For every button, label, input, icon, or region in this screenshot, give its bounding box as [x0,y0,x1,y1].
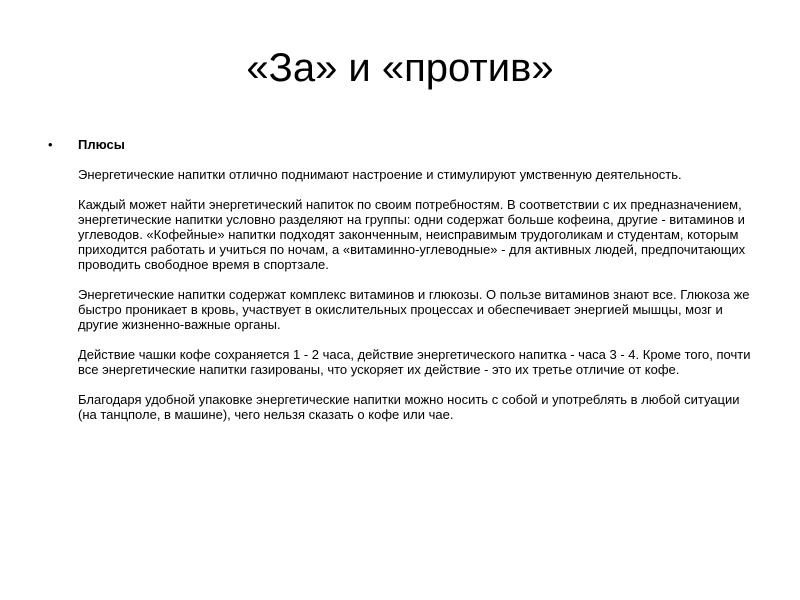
slide-title: «За» и «против» [246,46,554,90]
bullet-icon: • [48,137,53,152]
section-heading: Плюсы [78,137,125,152]
paragraph: Каждый может найти энергетический напиток по своим потребностям. В соответствии с их предназначением, энергетические напитки условно разделяют на группы: одни содержат больше кофеина, другие - витаминов и углеводов. «Кофейные» напитки подходят законченным, неисправимым трудоголикам и студентам, которым приходится работать и учиться по ночам, а «витаминно-углеводные» - для активных людей, предпочитающих проводить свободное время в спортзале. [78,197,746,272]
slide-content [48,137,758,422]
bullet-item-pros [48,137,758,422]
paragraph: Действие чашки кофе сохраняется 1 - 2 часа, действие энергетического напитка - часа 3 - 4. Кроме того, почти все энергетические напитки газированы, что ускоряет их действие - это их третье отличие от кофе. [78,347,751,377]
paragraph: Энергетические напитки содержат комплекс витаминов и глюкозы. О пользе витаминов знают все. Глюкоза же быстро проникает в кровь, участвует в окислительных процессах и обеспечивает энергией мышцы, мозг и другие жизненно-важные органы. [78,287,750,332]
paragraph: Энергетические напитки отлично поднимают настроение и стимулируют умственную деятельность. [78,167,682,182]
paragraph: Благодаря удобной упаковке энергетические напитки можно носить с собой и употреблять в любой ситуации (на танцполе, в машине), чего нельзя сказать о кофе или чае. [78,392,740,422]
